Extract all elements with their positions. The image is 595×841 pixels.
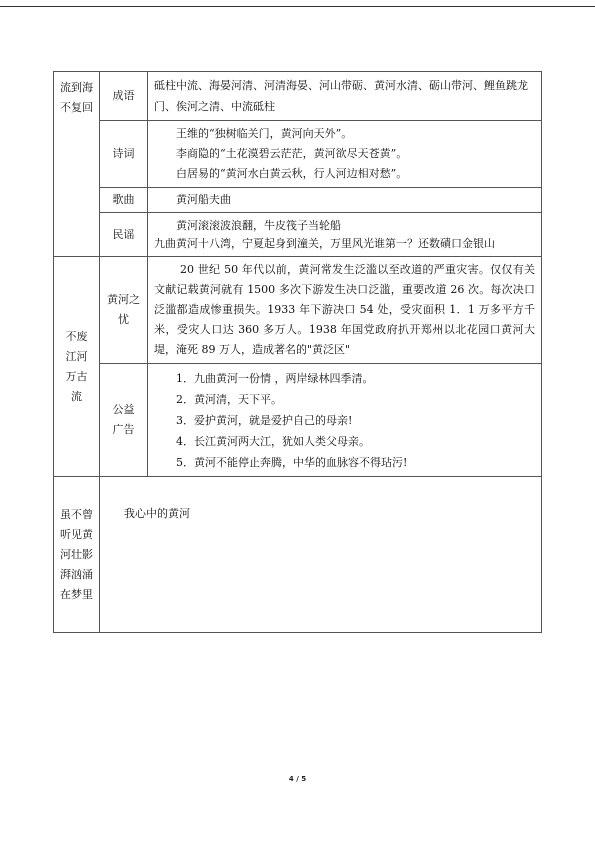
list-item: 4．长江黄河两大江，犹如人类父母亲。 — [176, 434, 370, 448]
shici-line: 白居易的“黄河水白黄云秋，行人河边相对愁”。 — [176, 167, 408, 180]
list-item: 2．黄河清，天下平。 — [176, 392, 282, 406]
label-gongyi: 公益 广告 — [100, 364, 148, 477]
row-minyao — [54, 213, 542, 257]
row-chengyu — [54, 72, 542, 121]
label-chengyu: 成语 — [100, 72, 148, 121]
text-gequ: 黄河船夫曲 — [148, 188, 542, 213]
content-table — [53, 71, 542, 633]
list-item: 1．九曲黄河一份情 ，两岸绿林四季清。 — [176, 371, 374, 385]
section-label-3: 虽不曾 听见黄 河壮影 湃汹涌 在梦里 — [54, 477, 100, 633]
row-gequ — [54, 188, 542, 213]
list-gongyi — [148, 364, 542, 477]
list-item: 5．黄河不能停止奔腾，中华的血脉容不得玷污! — [176, 455, 408, 469]
row-gongyi — [54, 364, 542, 477]
heart-cell — [100, 477, 542, 633]
section-label-1: 流到海 不复回 — [54, 72, 100, 257]
list-item: 3．爱护黄河，就是爱护自己的母亲! — [176, 413, 353, 427]
page-number: 4 / 5 — [288, 775, 307, 783]
label-shici: 诗词 — [100, 121, 148, 188]
row-youhuan — [54, 257, 542, 364]
row-heart — [54, 477, 542, 633]
shici-line: 王维的“独树临关门，黄河向天外”。 — [176, 127, 353, 140]
label-minyao: 民谣 — [100, 213, 148, 257]
header-rule — [0, 6, 595, 7]
label-gequ: 歌曲 — [100, 188, 148, 213]
heart-title: 我心中的黄河 — [124, 507, 190, 520]
text-minyao — [148, 213, 542, 257]
text-shici — [148, 121, 542, 188]
row-shici — [54, 121, 542, 188]
label-youhuan: 黄河之 忧 — [100, 257, 148, 364]
text-youhuan: 20 世纪 50 年代以前，黄河常发生泛滥以至改道的严重灾害。仅仅有关文献记载黄河就有 1500 多次下游发生决口泛滥，重要改道 26 次。每次决口泛滥都造成惨重损失。1933 年下游决口 54 处，受灾面积 1．1 万多平方千米，受灾人口达 360 多万人。1938 年国党政府扒开郑州以北花园口黄河大堤，淹死 89 万人，造成著名的"黄泛区" — [148, 257, 542, 364]
shici-line: 李商隐的“土花漠碧云茫茫，黄河欲尽天苍黄”。 — [176, 147, 408, 160]
text-chengyu: 砥柱中流、海晏河清、河清海晏、河山带砺、黄河水清、砺山带河、鲤鱼跳龙门、俟河之清、中流砥柱 — [148, 72, 542, 121]
minyao-line: 黄河滚滚波浪翻，牛皮筏子当轮船 — [176, 218, 341, 232]
minyao-line: 九曲黄河十八湾，宁夏起身到潼关，万里风光谁第一？还数磧口金银山 — [154, 236, 495, 250]
section-label-2: 不废 江河 万古 流 — [54, 257, 100, 477]
